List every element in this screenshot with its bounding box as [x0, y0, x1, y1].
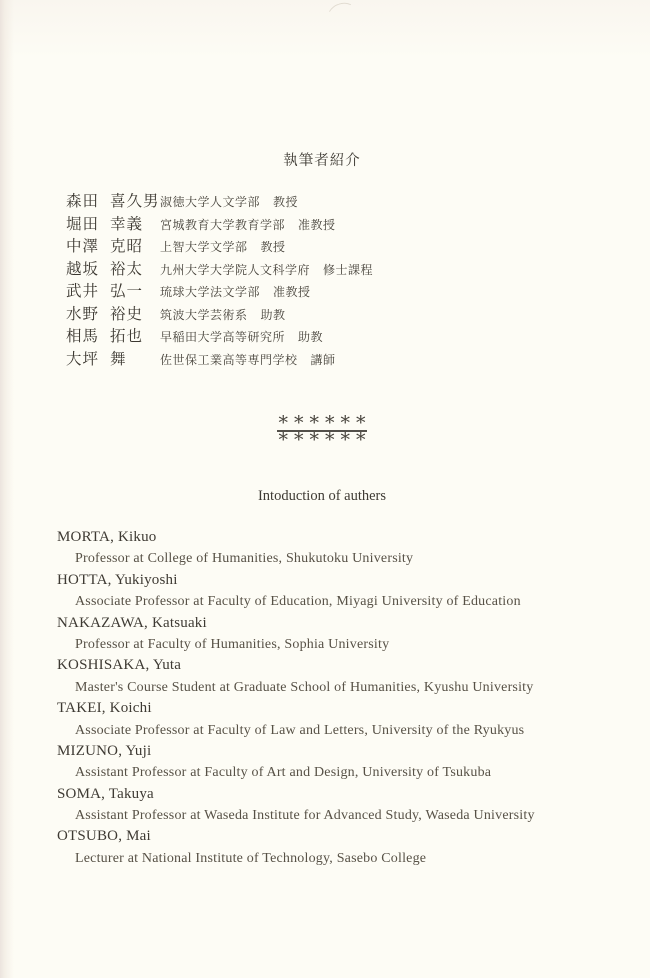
author-surname: 森田: [66, 193, 100, 210]
page-title-japanese: 執筆者紹介: [283, 153, 361, 169]
author-post-title: 講師: [310, 352, 336, 367]
author-post-title: 教授: [273, 195, 299, 209]
author-name-english: HOTTA, Yukiyoshi: [57, 571, 178, 588]
author-affiliation: 淑徳大学人文学部: [160, 195, 261, 209]
author-affiliation: 九州大学大学院人文科学府: [160, 262, 311, 277]
english-author-item: [0, 570, 650, 613]
author-affiliation: 筑波大学芸術系: [160, 307, 248, 322]
separator-asterisks-top: ******: [278, 412, 372, 434]
japanese-author-row: [0, 347, 650, 370]
english-author-item: [0, 784, 650, 827]
author-given-name: 幸義: [110, 215, 144, 233]
japanese-author-row: [0, 279, 650, 302]
author-post-title: 准教授: [273, 285, 311, 299]
author-surname: 中澤: [66, 238, 100, 255]
author-affiliation: 佐世保工業高等専門学校: [160, 352, 298, 367]
author-affiliation: 早稲田大学高等研究所: [160, 330, 286, 344]
author-affiliation: 宮城教育大学教育学部: [160, 217, 286, 232]
author-description-english: Professor at College of Humanities, Shukutoku University: [75, 551, 414, 567]
author-given-name: 裕史: [110, 305, 144, 323]
author-given-name: 喜久男: [110, 193, 160, 210]
author-description-english: Master's Course Student at Graduate School of Humanities, Kyushu University: [75, 679, 534, 695]
author-description-english: Associate Professor at Faculty of Law and Letters, University of the Ryukyus: [75, 722, 525, 738]
author-post-title: 修士課程: [323, 262, 374, 277]
english-author-item: [0, 826, 650, 869]
japanese-author-row: [0, 257, 650, 280]
author-given-name: 克昭: [110, 238, 144, 255]
english-author-item: [0, 741, 650, 784]
separator-asterisks-bottom: ******: [278, 429, 372, 451]
author-description-english: Assistant Professor at Waseda Institute for Advanced Study, Waseda University: [75, 808, 535, 824]
page-title-english: Intoduction of authers: [257, 488, 387, 504]
japanese-author-list: [0, 189, 650, 369]
author-surname: 武井: [66, 283, 100, 300]
japanese-author-row: [0, 302, 650, 325]
author-affiliation: 上智大学文学部: [160, 240, 248, 254]
author-given-name: 拓也: [110, 328, 144, 345]
author-name-english: KOSHISAKA, Yuta: [57, 657, 182, 674]
english-author-item: [0, 527, 650, 570]
english-author-item: [0, 698, 650, 741]
author-post-title: 助教: [298, 330, 324, 344]
author-surname: 相馬: [66, 328, 100, 345]
author-name-english: OTSUBO, Mai: [57, 828, 151, 845]
english-author-list: [0, 527, 650, 869]
author-surname: 堀田: [66, 215, 100, 233]
author-description-english: Associate Professor at Faculty of Education, Miyagi University of Education: [75, 594, 521, 610]
japanese-author-row: [0, 234, 650, 257]
author-name-english: TAKEI, Koichi: [57, 700, 152, 717]
author-surname: 越坂: [66, 260, 100, 278]
author-name-english: NAKAZAWA, Katsuaki: [57, 614, 207, 631]
author-post-title: 教授: [260, 240, 286, 254]
japanese-author-row: [0, 324, 650, 347]
author-given-name: 弘一: [110, 283, 144, 300]
author-description-english: Professor at Faculty of Humanities, Sophia University: [75, 636, 390, 652]
author-given-name: 裕太: [110, 260, 144, 278]
english-author-item: [0, 655, 650, 698]
asterisk-separator: [0, 412, 644, 451]
author-description-english: Assistant Professor at Faculty of Art and Design, University of Tsukuba: [75, 765, 492, 781]
author-given-name: 舞: [110, 350, 127, 368]
author-surname: 大坪: [66, 350, 100, 368]
author-name-english: SOMA, Takuya: [57, 785, 154, 802]
japanese-author-row: [0, 212, 650, 235]
scan-arc-mark: [323, 0, 362, 35]
author-description-english: Lecturer at National Institute of Technology, Sasebo College: [75, 850, 427, 866]
author-name-english: MORTA, Kikuo: [57, 529, 157, 545]
author-surname: 水野: [66, 305, 100, 323]
author-post-title: 准教授: [298, 217, 336, 232]
author-post-title: 助教: [260, 307, 286, 322]
author-affiliation: 琉球大学法文学部: [160, 285, 261, 299]
japanese-author-row: [0, 189, 650, 212]
author-name-english: MIZUNO, Yuji: [57, 742, 152, 759]
english-author-item: [0, 613, 650, 656]
